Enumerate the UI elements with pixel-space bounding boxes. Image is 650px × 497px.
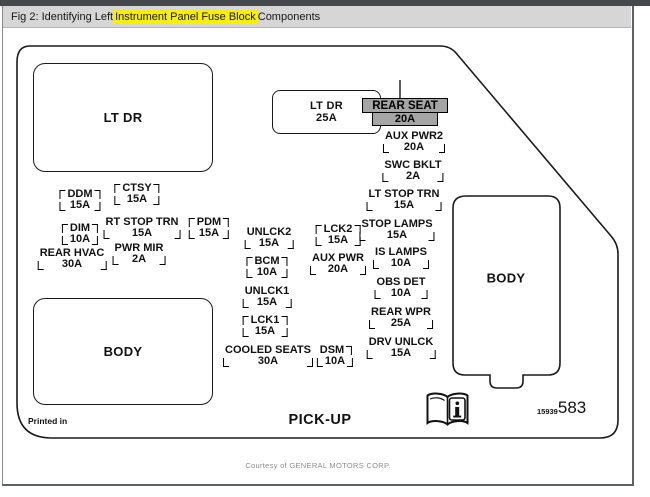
fuse-unlck2 — [245, 227, 294, 249]
figure-title-prefix: Fig 2: Identifying Left — [11, 10, 114, 23]
fuse-amperage: 15A — [256, 296, 278, 308]
fuse-ctsy — [114, 183, 159, 205]
fuse-name: LT STOP TRN — [368, 188, 440, 200]
fuse-bracket-bl — [367, 202, 373, 211]
fuse-bracket-bl — [38, 261, 44, 270]
fuse-bracket-tr — [223, 218, 229, 227]
fuse-bracket-br — [282, 269, 288, 278]
box-lt-dr-label: LT DR — [103, 110, 143, 125]
fuse-name: IS LAMPS — [375, 246, 427, 258]
fuse-bracket-tr — [281, 316, 287, 325]
fuse-amperage: 15A — [258, 237, 280, 249]
box-body-left — [33, 298, 213, 405]
fuse-bracket-bl — [310, 266, 316, 275]
fuse-bracket-bl — [113, 256, 119, 265]
figure-title-suffix: Components — [257, 10, 321, 23]
fuse-bracket-br — [307, 358, 313, 367]
fuse-bracket-bl — [316, 237, 322, 246]
fuse-name: UNLCK2 — [246, 226, 292, 238]
fuse-rear-seat-highlighted — [362, 98, 448, 126]
fuse-bracket-br — [429, 232, 435, 241]
fuse-name: PDM — [196, 216, 222, 228]
fuse-name: SWC BKLT — [384, 159, 442, 171]
fuse-bracket-br — [154, 196, 160, 205]
fuse-bracket-br — [439, 144, 445, 153]
fuse-bracket-bl — [189, 230, 195, 239]
box-lt-dr-25a-amp: 25A — [315, 112, 338, 124]
fuse-bracket-br — [421, 290, 427, 299]
fuse-amperage: 10A — [324, 355, 346, 367]
fuse-amperage: 15A — [390, 347, 412, 359]
fuse-bracket-tr — [92, 224, 98, 233]
fuse-name: LCK1 — [250, 314, 280, 326]
fuse-amperage: 2A — [405, 170, 421, 182]
fuse-name: LCK2 — [323, 223, 353, 235]
fuse-bracket-bl — [59, 202, 65, 211]
fuse-name: AUX PWR — [312, 252, 364, 264]
fuse-bracket-br — [427, 320, 433, 329]
fuse-bracket-bl — [359, 232, 365, 241]
fuse-name: DDM — [67, 188, 93, 200]
fuse-dim — [62, 223, 98, 245]
fuse-name: DIM — [69, 222, 91, 234]
fuse-name: CTSY — [122, 182, 152, 194]
fuse-lck1 — [243, 315, 288, 337]
fuse-aux-pwr — [310, 253, 366, 275]
fuse-bracket-bl — [245, 240, 251, 249]
fuse-amperage: 30A — [61, 258, 83, 270]
fuse-bracket-tr — [282, 257, 288, 266]
fuse-amperage: 15A — [198, 227, 220, 239]
fuse-bracket-bl — [114, 196, 120, 205]
fuse-bracket-tr — [154, 184, 160, 193]
fuse-amperage: 20A — [403, 141, 425, 153]
fuse-lt-stop-trn — [367, 189, 442, 211]
fuse-bracket-br — [159, 256, 165, 265]
fuse-bracket-tr — [346, 346, 352, 355]
fuse-amperage: 15A — [327, 234, 349, 246]
fuse-name: AUX PWR2 — [384, 130, 444, 142]
fuse-amperage: 15A — [126, 193, 148, 205]
fuse-unlck1 — [243, 286, 292, 308]
fuse-bracket-br — [435, 202, 441, 211]
fuse-ddm — [59, 189, 100, 211]
body-right-outline — [453, 196, 560, 388]
fuse-bracket-bl — [104, 230, 110, 239]
fuse-amperage: 15A — [254, 325, 276, 337]
fuse-bracket-bl — [223, 358, 229, 367]
fuse-lck2 — [316, 224, 361, 246]
fuse-name: DRV UNLCK — [368, 336, 434, 348]
fuse-bracket-bl — [243, 299, 249, 308]
fuse-swc-bklt — [382, 160, 443, 182]
fuse-name: COOLED SEATS — [225, 344, 311, 356]
fuse-bracket-br — [287, 240, 293, 249]
owners-manual-book-icon — [428, 394, 468, 425]
fuse-bracket-br — [360, 266, 366, 275]
box-body-left-label: BODY — [103, 344, 143, 359]
fuse-pwr-mir — [113, 243, 166, 265]
fuse-bracket-br — [438, 173, 444, 182]
fuse-bracket-br — [95, 202, 101, 211]
fuse-obs-det — [375, 277, 428, 299]
part-number-prefix: 15939 — [537, 407, 558, 416]
vehicle-model-label: PICK-UP — [288, 412, 352, 428]
fuse-name: STOP LAMPS — [361, 218, 433, 230]
fuse-bracket-br — [423, 260, 429, 269]
fuse-amperage: 30A — [257, 355, 279, 367]
fuse-name: BCM — [254, 255, 280, 267]
fuse-pdm — [189, 217, 229, 239]
fuse-bracket-bl — [382, 173, 388, 182]
fuse-bracket-br — [174, 230, 180, 239]
fuse-aux-pwr2 — [383, 131, 445, 153]
part-number-main: 583 — [557, 398, 587, 417]
fuse-name: PWR MIR — [114, 242, 164, 254]
fuse-amperage: 15A — [131, 227, 153, 239]
fuse-name: OBS DET — [376, 276, 426, 288]
fuse-bracket-bl — [369, 320, 375, 329]
fuse-rear-hvac — [38, 248, 107, 270]
fuse-rt-stop-trn — [104, 217, 181, 239]
fuse-bracket-br — [429, 350, 435, 359]
fuse-drv-unlck — [367, 337, 436, 359]
fuse-rear-seat-body — [362, 98, 448, 113]
fuse-bracket-bl — [373, 260, 379, 269]
fuse-rear-wpr — [369, 307, 433, 329]
fuse-stop-lamps — [359, 219, 434, 241]
box-lt-dr — [33, 63, 213, 172]
fuse-name: UNLCK1 — [244, 285, 290, 297]
fuse-bcm — [246, 256, 287, 278]
fuse-bracket-bl — [243, 328, 249, 337]
fuse-name: RT STOP TRN — [105, 216, 179, 228]
fuse-bracket-br — [281, 328, 287, 337]
fuse-amperage: 10A — [69, 233, 91, 245]
fuse-dsm — [317, 345, 353, 367]
fuse-name: REAR WPR — [371, 306, 431, 318]
box-body-right-label: BODY — [486, 270, 526, 286]
fuse-bracket-br — [92, 236, 98, 245]
fuse-bracket-bl — [375, 290, 381, 299]
fuse-bracket-br — [347, 358, 353, 367]
courtesy-line: Courtesy of GENERAL MOTORS CORP. — [245, 461, 391, 470]
fuse-is-lamps — [373, 247, 429, 269]
fuse-amperage: 15A — [393, 199, 415, 211]
fuse-bracket-bl — [367, 350, 373, 359]
fuse-amperage: 15A — [69, 199, 91, 211]
fuse-rear-seat-name: REAR SEAT — [372, 99, 438, 112]
fuse-amperage: 25A — [390, 317, 412, 329]
printed-in-text: Printed in — [28, 416, 68, 426]
fuse-amperage: 20A — [327, 263, 349, 275]
fuse-bracket-bl — [383, 144, 389, 153]
fuse-bracket-br — [100, 261, 106, 270]
fuse-bracket-br — [285, 299, 291, 308]
fuse-amperage: 15A — [386, 229, 408, 241]
fuse-amperage: 10A — [390, 287, 412, 299]
fuse-cooled-seats — [223, 345, 313, 367]
fuse-amperage: 10A — [256, 266, 278, 278]
fuse-bracket-bl — [246, 269, 252, 278]
fuse-name: DSM — [319, 344, 345, 356]
fuse-amperage: 10A — [390, 257, 412, 269]
figure-title-highlight: Instrument Panel Fuse Block — [115, 10, 256, 23]
fuse-name: REAR HVAC — [39, 247, 105, 259]
fuse-rear-seat-amp: 20A — [372, 113, 438, 126]
fuse-amperage: 2A — [131, 253, 147, 265]
box-lt-dr-25a-label: LT DR — [309, 100, 344, 112]
fuse-bracket-tr — [95, 190, 101, 199]
fuse-bracket-br — [223, 230, 229, 239]
part-number — [537, 399, 586, 416]
